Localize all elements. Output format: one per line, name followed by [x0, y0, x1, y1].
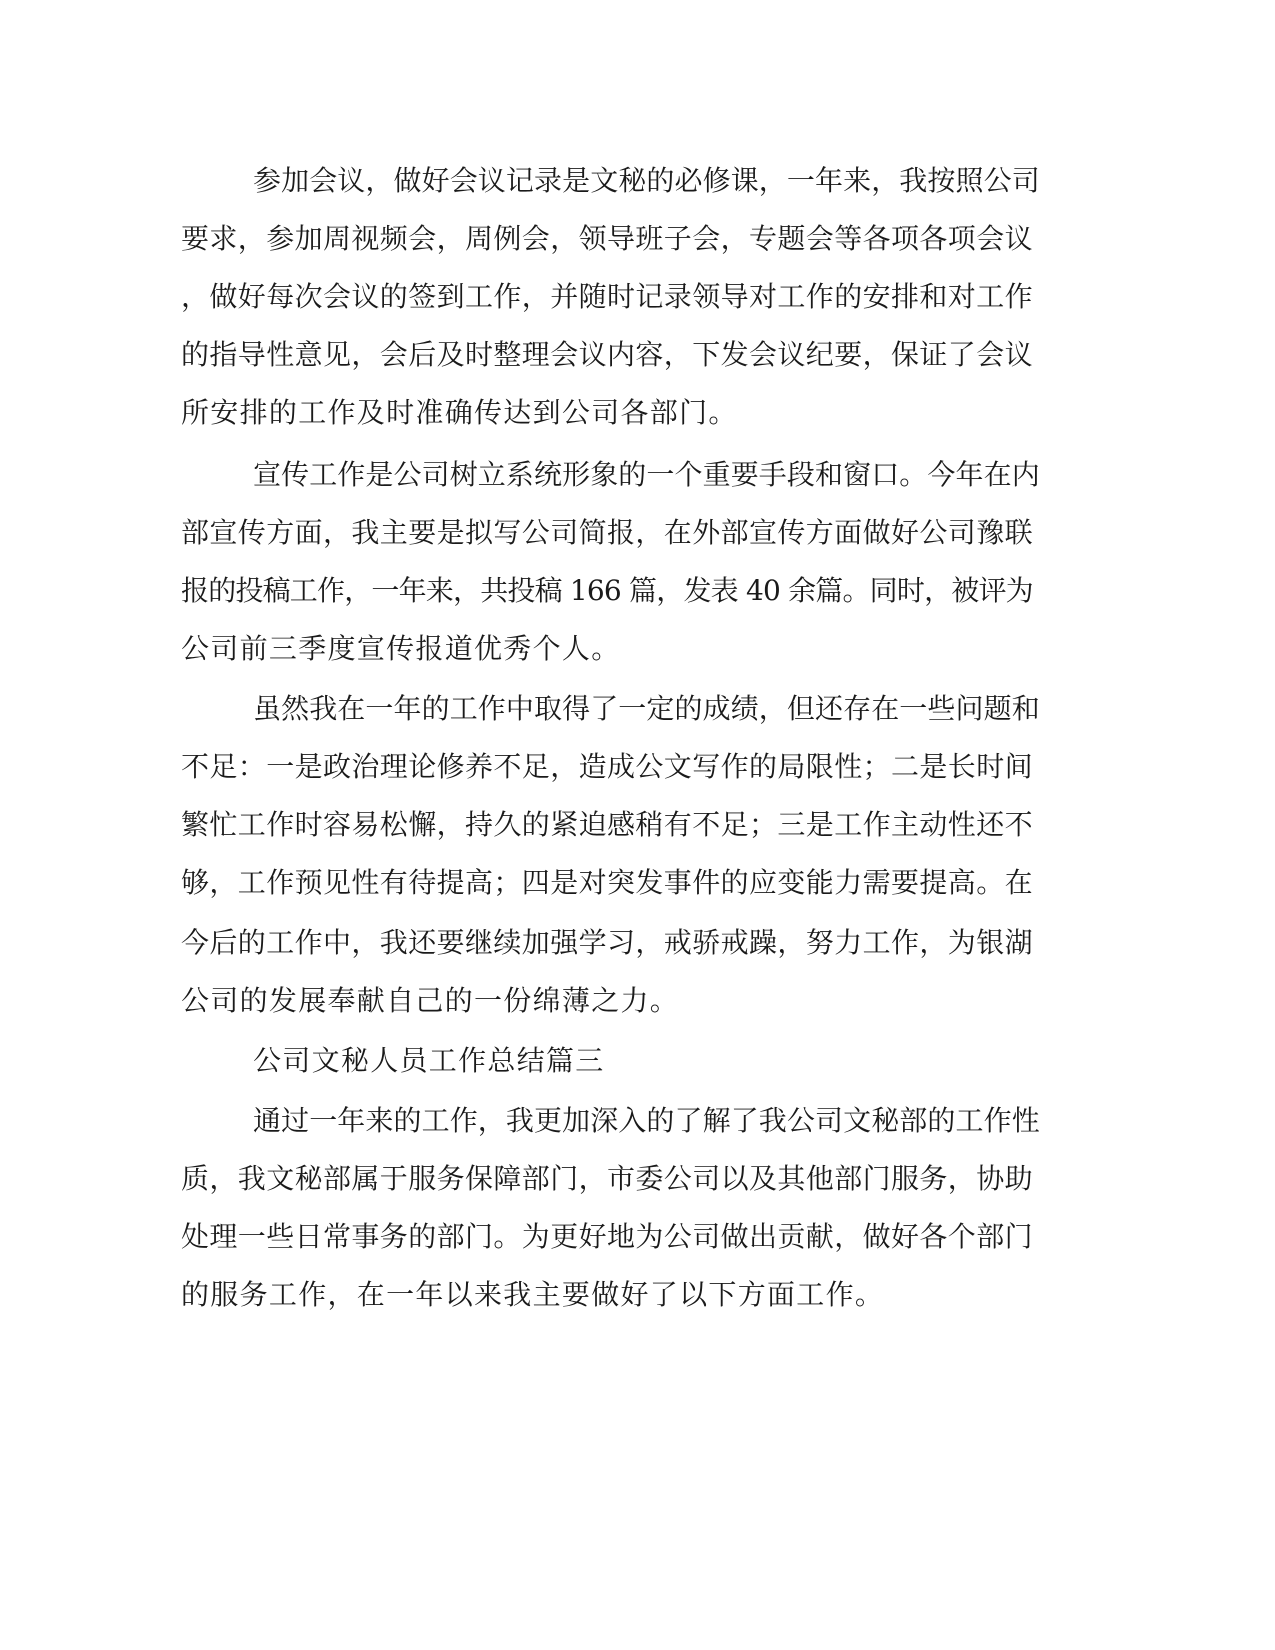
paragraph-3-line-3: 繁忙工作时容易松懈，持久的紧迫感稍有不足；三是工作主动性还不: [181, 808, 1034, 841]
paragraph-3-line-6: 公司的发展奉献自己的一份绵薄之力。: [181, 984, 680, 1017]
paragraph-2-line-2: 部宣传方面，我主要是拟写公司简报，在外部宣传方面做好公司豫联: [181, 516, 1034, 549]
paragraph-4-line-2: 质，我文秘部属于服务保障部门，市委公司以及其他部门服务，协助: [181, 1162, 1034, 1195]
paragraph-3-line-2: 不足：一是政治理论修养不足，造成公文写作的局限性；二是长时间: [181, 750, 1034, 783]
paragraph-2-line-4: 公司前三季度宣传报道优秀个人。: [181, 632, 621, 665]
paragraph-3-line-1: 虽然我在一年的工作中取得了一定的成绩，但还存在一些问题和: [253, 692, 1040, 725]
section-heading: 公司文秘人员工作总结篇三: [253, 1044, 605, 1077]
paragraph-1-line-1: 参加会议，做好会议记录是文秘的必修课，一年来，我按照公司: [253, 164, 1040, 197]
paragraph-2-line-1: 宣传工作是公司树立系统形象的一个重要手段和窗口。今年在内: [253, 458, 1040, 491]
paragraph-1-line-5: 所安排的工作及时准确传达到公司各部门。: [181, 396, 738, 429]
paragraph-3-line-4: 够，工作预见性有待提高；四是对突发事件的应变能力需要提高。在: [181, 866, 1034, 899]
paragraph-1-line-3: ，做好每次会议的签到工作，并随时记录领导对工作的安排和对工作: [181, 280, 1034, 313]
paragraph-1-line-4: 的指导性意见，会后及时整理会议内容，下发会议纪要，保证了会议: [181, 338, 1034, 371]
paragraph-3-line-5: 今后的工作中，我还要继续加强学习，戒骄戒躁，努力工作，为银湖: [181, 926, 1034, 959]
paragraph-2-line-3: 报的投稿工作，一年来，共投稿 166 篇，发表 40 余篇。同时，被评为: [181, 574, 1033, 607]
paragraph-4-line-1: 通过一年来的工作，我更加深入的了解了我公司文秘部的工作性: [253, 1104, 1040, 1137]
paragraph-1-line-2: 要求，参加周视频会，周例会，领导班子会，专题会等各项各项会议: [181, 222, 1034, 255]
paragraph-4-line-4: 的服务工作，在一年以来我主要做好了以下方面工作。: [181, 1278, 885, 1311]
paragraph-4-line-3: 处理一些日常事务的部门。为更好地为公司做出贡献，做好各个部门: [181, 1220, 1034, 1253]
